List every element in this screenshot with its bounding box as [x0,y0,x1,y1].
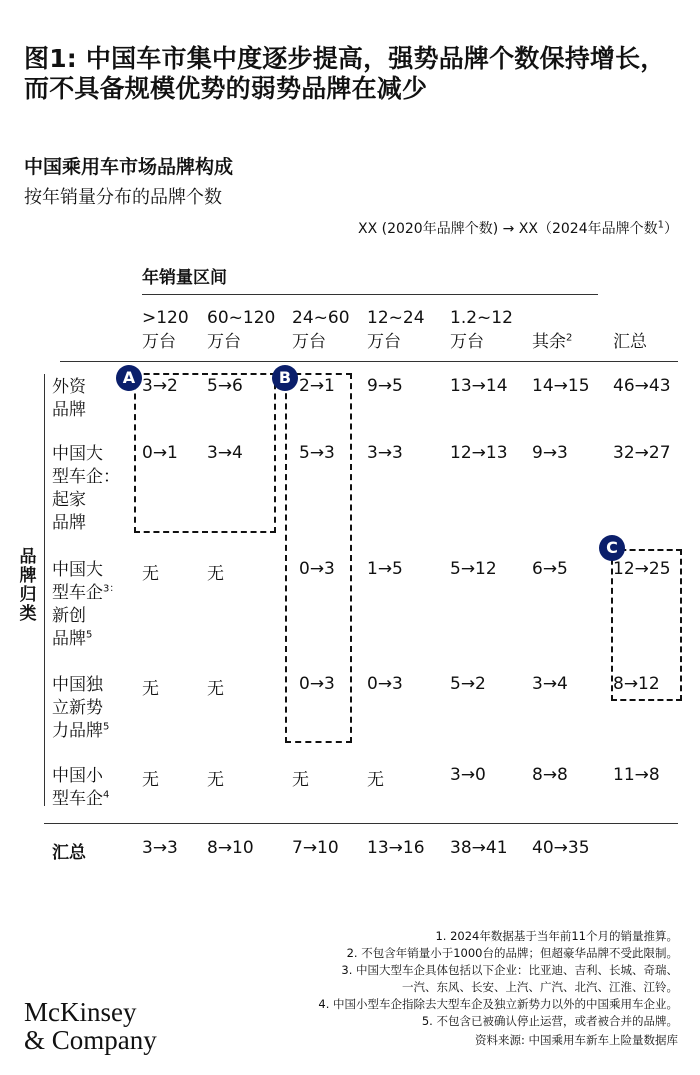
table-cell: 5→3 [299,443,335,463]
row-label-sup: 5 [103,721,110,733]
table-cell: 无 [142,679,159,699]
table-cell: 0→1 [142,443,178,463]
row-label-line: 中国独 [52,675,103,695]
footnotes [318,928,678,1049]
row-label-sup: 3： [103,583,120,595]
row-label-line: 型车企 [52,583,103,603]
table-cell: 0→3 [299,674,335,694]
row-label-line: 立新势 [52,698,103,718]
row-label-line: 外资 [52,377,86,397]
table-cell: 0→3 [299,559,335,579]
table-cell: 无 [142,564,159,584]
table-cell: 无 [292,770,309,790]
row-label-sup: 4 [103,789,110,801]
column-header-line1: 24~60 [292,308,350,328]
table-cell: 5→12 [450,559,497,579]
table-cell: 3→4 [532,674,568,694]
row-label-3 [52,674,109,743]
table-cell: 32→27 [613,443,671,463]
footnote: 5. 不包含已被确认停止运营，或者被合并的品牌。 [421,1014,678,1028]
column-header-line1: 12~24 [367,308,425,328]
row-label-sup: 5 [86,629,93,641]
column-header-line2: 万台 [450,332,484,352]
badge-a: A [116,365,142,391]
table-cell: 5→6 [207,376,243,396]
table-cell: 5→2 [450,674,486,694]
row-label-line: 新创 [52,606,86,626]
column-header-line2: 汇总 [613,332,647,352]
footnote: 3. 中国大型车企具体包括以下企业：比亚迪、吉利、长城、奇瑞、 [341,963,678,977]
company-logo [24,998,157,1054]
column-header-line2: 其余 [532,332,566,352]
badge-b: B [272,365,298,391]
row-label-line: 中国小 [52,766,103,786]
column-header-line2: 万台 [207,332,241,352]
column-header-line1: >120 [142,308,189,328]
column-header-1 [207,306,275,354]
column-header-4 [450,306,513,354]
table-cell: 3→4 [207,443,243,463]
highlight-box-a [134,373,276,533]
total-cell: 3→3 [142,838,178,858]
row-label-line: 型车企 [52,789,103,809]
column-group-rule [142,294,598,295]
table-cell: 0→3 [367,674,403,694]
row-label-line: 品牌 [52,513,86,533]
column-header-3 [367,306,425,354]
highlight-box-b [285,373,352,743]
table-cell: 3→0 [450,765,486,785]
column-header-5 [532,330,572,354]
total-row-label: 汇总 [52,843,86,863]
logo-line-1: McKinsey [24,997,137,1027]
footnote: 一汽、东风、长安、上汽、广汽、北汽、江淮、江铃。 [402,980,678,994]
table-cell: 3→3 [367,443,403,463]
header-rule [60,361,678,362]
total-cell: 8→10 [207,838,254,858]
table-cell: 12→13 [450,443,508,463]
legend-note-sup: 1 [657,219,664,231]
column-header-6 [613,330,647,354]
column-header-sup: 2 [566,332,573,344]
page-title: 图1: 中国车市集中度逐步提高，强势品牌个数保持增长，而不具备规模优势的弱势品牌在减少 [24,44,666,103]
row-label-line: 起家 [52,490,86,510]
total-cell: 38→41 [450,838,508,858]
table-cell: 无 [142,770,159,790]
table-cell: 46→43 [613,376,671,396]
row-label-line: 中国大 [52,560,103,580]
row-label-line: 中国大 [52,444,103,464]
total-cell: 7→10 [292,838,339,858]
column-header-line2: 万台 [367,332,401,352]
badge-c: C [599,535,625,561]
row-axis-rule [44,374,45,806]
legend-note-end: ） [664,221,678,237]
column-header-0 [142,306,189,354]
row-label-2 [52,559,119,651]
logo-line-2: & Company [24,1025,157,1055]
total-cell: 40→35 [532,838,590,858]
row-label-line: 力品牌 [52,721,103,741]
row-label-4 [52,765,109,811]
table-cell: 8→8 [532,765,568,785]
legend-note [358,218,678,238]
table-cell: 无 [207,564,224,584]
total-cell: 13→16 [367,838,425,858]
footnote: 4. 中国小型车企指除去大型车企及独立新势力以外的中国乘用车企业。 [318,997,678,1011]
chart-subtitle: 中国乘用车市场品牌构成 [24,156,234,178]
table-cell: 12→25 [613,559,671,579]
column-header-line2: 万台 [292,332,326,352]
row-axis-label: 品牌归类 [19,547,37,624]
table-cell: 无 [207,770,224,790]
column-header-line1: 60~120 [207,308,276,328]
column-header-2 [292,306,350,354]
table-cell: 9→3 [532,443,568,463]
table-cell: 9→5 [367,376,403,396]
table-cell: 11→8 [613,765,660,785]
footnote: 2. 不包含年销量小于1000台的品牌；但超豪华品牌不受此限制。 [346,946,678,960]
table-cell: 14→15 [532,376,590,396]
table-cell: 6→5 [532,559,568,579]
column-header-line2: 万台 [142,332,176,352]
table-cell: 无 [367,770,384,790]
row-label-1 [52,443,120,535]
table-cell: 13→14 [450,376,508,396]
table-cell: 3→2 [142,376,178,396]
table-cell: 无 [207,679,224,699]
column-group-header: 年销量区间 [142,268,227,288]
row-label-0 [52,376,86,422]
table-cell: 2→1 [299,376,335,396]
source-note: 资料来源: 中国乘用车新车上险量数据库 [474,1033,678,1047]
total-rule [44,823,678,824]
row-label-line: 品牌 [52,629,86,649]
column-header-line1: 1.2~12 [450,308,513,328]
footnote: 1. 2024年数据基于当年前11个月的销量推算。 [435,929,678,943]
chart-subtitle-2: 按年销量分布的品牌个数 [24,187,222,208]
legend-note-text: XX (2020年品牌个数) → XX（2024年品牌个数 [357,221,658,237]
table-cell: 8→12 [613,674,660,694]
row-label-line: 型车企： [52,467,120,487]
table-cell: 1→5 [367,559,403,579]
row-label-line: 品牌 [52,400,86,420]
highlight-box-c [611,549,682,701]
